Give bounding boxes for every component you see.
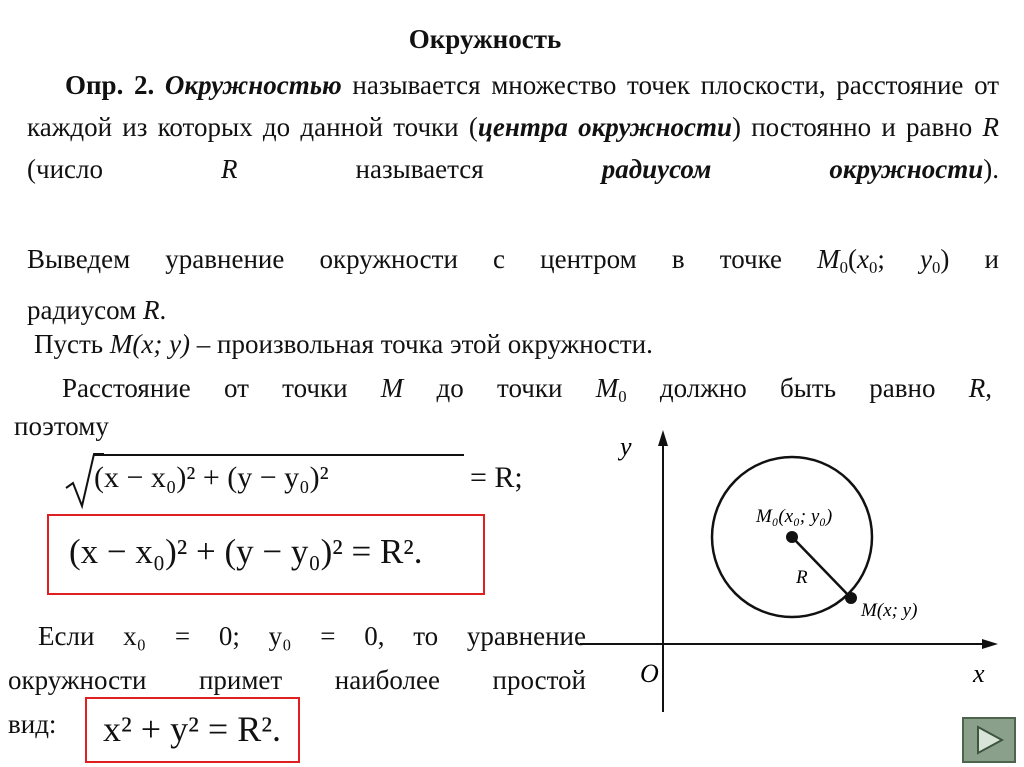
- y-axis-label: y: [620, 432, 632, 461]
- definition-term: Окружностью: [164, 70, 342, 100]
- point-label: M(x; y): [861, 600, 918, 621]
- center-point: [786, 531, 798, 543]
- distance-paragraph: Расстояние от точки M до точки $M_0$ должно быть равно R, поэтому: [14, 373, 992, 442]
- center-label: M₀(x₀; y₀): [756, 506, 833, 527]
- simple-paragraph: Если x₀ = 0; y₀ = 0, то уравнение окружности примет наиболее простой вид:: [8, 621, 586, 739]
- origin-label: O: [640, 659, 659, 688]
- y-axis-arrow: [658, 430, 668, 446]
- circle-diagram: [570, 420, 1010, 720]
- center-term: центра окружности: [477, 112, 732, 142]
- point-notation: M(x; y): [109, 329, 191, 359]
- radius-label: R: [796, 567, 808, 588]
- next-slide-button[interactable]: [962, 717, 1016, 763]
- sqrt-rhs: = R;: [470, 461, 523, 494]
- simple-equation-box: x² + y² = R².: [85, 697, 300, 763]
- definition-paragraph: Опр. 2. Окружностью называется множество точек плоскости, расстояние от каждой из которых до данной точки (центра окружности) постоянно и равно R (число R называется радиусом окружности).: [27, 70, 1000, 184]
- play-triangle-icon: [964, 719, 1014, 761]
- sqrt-radicand: (x − x₀)² + (y − y₀)²: [94, 461, 329, 494]
- definition-lead: Опр. 2.: [65, 70, 155, 100]
- x-axis-arrow: [982, 639, 998, 649]
- x-axis-label: x: [973, 659, 985, 688]
- derive-paragraph: Выведем уравнение окружности с центром в точке $M_0(x_0$; $y_0$) и радиусом R.: [27, 244, 999, 326]
- let-paragraph: Пусть M(x; y) – произвольная точка этой окружности.: [34, 329, 653, 359]
- page-title: Окружность: [408, 24, 562, 54]
- boxed-equation: (x − x₀)² + (y − y₀)² = R².: [47, 514, 485, 595]
- circle-point: [845, 592, 857, 604]
- radius-term: радиусом окружности: [601, 154, 984, 184]
